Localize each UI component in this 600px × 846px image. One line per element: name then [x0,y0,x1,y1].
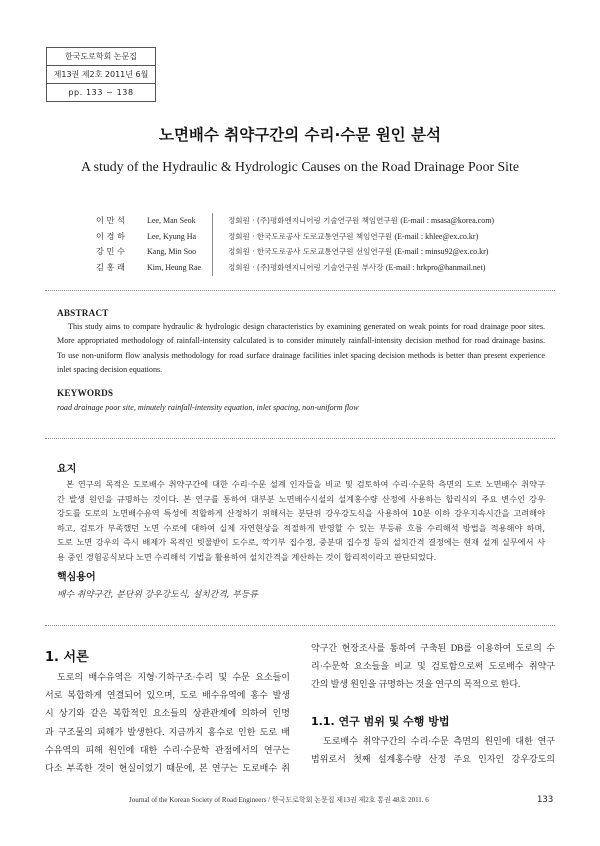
keywords-heading: KEYWORDS [57,388,114,398]
text-line: 서로 복합하게 연결되어 있으며, 도로 배수유역에 홍수 발생 [45,690,290,701]
section-heading-introduction: 1. 서론 [45,650,89,665]
text-line: 도로 노면 강우의 즉시 배제가 목적인 빗물받이 도수로, 깍기부 집수정, 중분대 집수정 등의 설치간격 결정에는 현재 설계 실무에서 사 [57,537,545,547]
text-line: 수유역의 피해 원인에 대한 수리·수문학 관점에서의 연구는 [45,744,290,755]
author-name-english: Lee, Man Seok [147,216,196,225]
text-line: 도로의 배수유역은 지형·기하구조·수리 및 수문 요소들이 [57,672,290,682]
author-row [0,213,600,229]
text-line: To use non-uniform flow analysis methodology for road surface drainage facilities inlet spacing decision methods is better than present experience [57,350,545,360]
author-email: (E-mail : hrkpro@hanmail.net) [385,262,486,272]
dotted-divider [45,438,555,439]
body-column-right-continued [311,732,555,768]
text-line: More appropriated methodology of rainfall-intensity calculated is to consider minutely rainfall-intensity decision method for road drainage basins. [57,336,545,346]
paper-title-korean: 노면배수 취약구간의 수리·수문 원인 분석 [158,126,441,144]
text-line: 본 연구의 목적은 도로배수 취약구간에 대한 수리·수문 설계 인자들을 비교 및 검토하여 수리·수문학 측면의 도로 노면배수 취약구 [66,479,545,489]
affiliation-text: 정회원 · (주)평화엔지니어링 기술연구원 책임연구원 [228,216,401,225]
author-row [0,260,600,276]
text-line: inlet spacing decision equations. [57,364,163,374]
author-email: (E-mail : minsu92@ex.co.kr) [394,247,489,256]
abstract-heading: ABSTRACT [57,308,109,318]
text-line: 과 구조물의 피해가 발생한다. 지금까지 홍수로 인한 도로 배 [45,726,290,737]
author-email: (E-mail : msasa@korea.com) [400,216,495,225]
paper-title-english: A study of the Hydraulic & Hydrologic Causes on the Road Drainage Poor Site [81,159,519,174]
key-terms-list: 배수 취약구간, 분단위 강우강도식, 설치간격, 부등류 [57,590,258,600]
text-line: 범위로서 첫째 설계홍수량 산정 주요 인자인 강우강도의 [311,754,555,765]
author-list [0,213,600,277]
text-line: 약구간 현장조사를 통하여 구축된 DB를 이용하여 도로의 수 [311,643,555,653]
text-line: 용 중인 경험공식보다 노면 수리해석 기법을 활용하여 설치간격을 계산하는 것이 합리적이라고 판단되었다. [57,551,437,562]
dotted-divider [45,625,555,626]
journal-name: 한국도로학회 논문집 [47,48,155,66]
footer-citation: Journal of the Korean Society of Road Engineers / 한국도로학회 논문집 제13권 제2호 통권 48호 2011. 6 [129,796,429,804]
author-name-english: Kang, Min Soo [147,247,197,256]
journal-info-box [46,47,156,102]
text-line: 강도를 도로의 노면배수유역 특성에 적합하게 산정하기 위해서는 분단위 강우강도식을 사용하여 10분 이하 강우지속시간을 고려해야 [57,508,545,518]
author-name-korean: 김 홍 래 [96,261,125,272]
author-affiliation [228,213,494,229]
author-name-korean: 이 만 석 [96,215,125,225]
author-email: (E-mail : khlee@ex.co.kr) [394,231,479,241]
summary-heading: 요지 [57,464,77,475]
text-line: This study aims to compare hydraulic & hydrologic design characteristics by examining generated on weak points for road drainage poor sites. [68,322,545,331]
affiliation-text: 정회원 · 한국도로공사 도로교통연구원 책임연구원 [228,231,395,241]
author-name-english: Kim, Heung Rae [147,262,201,272]
text-line: 간의 발생 원인을 규명하는 것을 연구의 목적으로 한다. [311,679,521,690]
keywords-list: road drainage poor site, minutely rainfall-intensity equation, inlet spacing, non-uniform flow [57,403,359,412]
author-affiliation [228,260,485,276]
text-line: 간 발생 원인을 규명하는 것이다. 본 연구를 통하여 대부분 노면배수시설의 설계홍수량 산정에 사용하는 합리식의 주요 변수인 강우 [57,493,545,504]
dotted-divider [45,290,555,291]
summary-body [57,477,545,564]
body-column-left [45,668,290,777]
author-name-english: Lee, Kyung Ha [147,231,197,241]
author-row [0,229,600,245]
text-line: 다소 부족한 것이 현실이었기 때문에, 본 연구는 도로배수 취 [45,762,290,773]
affiliation-text: 정회원 · (주)평화엔지니어링 기술연구원 부사장 [228,262,386,272]
author-name-korean: 강 민 수 [96,246,125,256]
author-name-korean: 이 경 하 [96,230,125,241]
key-terms-heading: 핵심용어 [57,572,96,583]
text-line: 도로배수 취약구간의 수리·수문 측면의 원인에 대한 연구 [323,736,555,746]
text-line: 시 상기와 같은 복합적인 요소들의 상관관계에 의하여 인명 [45,708,290,719]
affiliation-text: 정회원 · 한국도로공사 도로교통연구원 선임연구원 [228,247,395,256]
journal-volume-issue: 제13권 제2호 2011년 6월 [47,66,155,84]
author-affiliation [228,229,478,245]
body-column-right [311,639,555,694]
text-line: 리·수문학 요소들을 비교 및 검토함으로써 도로배수 취약구 [311,661,555,672]
journal-pages: pp. 133 ~ 138 [68,88,134,97]
section-heading-scope-method: 1.1. 연구 범위 및 수행 방법 [311,715,450,728]
author-row [0,244,600,260]
text-line: 하고, 검토가 부족했던 노면 수로에 대하여 실제 자연현상을 적절하게 반영할 수 있는 부등류 흐름 수리해석 방법을 적용해야 하며, [57,522,545,533]
abstract-body [57,320,545,377]
page-number: 133 [537,795,554,805]
author-affiliation [228,244,488,260]
